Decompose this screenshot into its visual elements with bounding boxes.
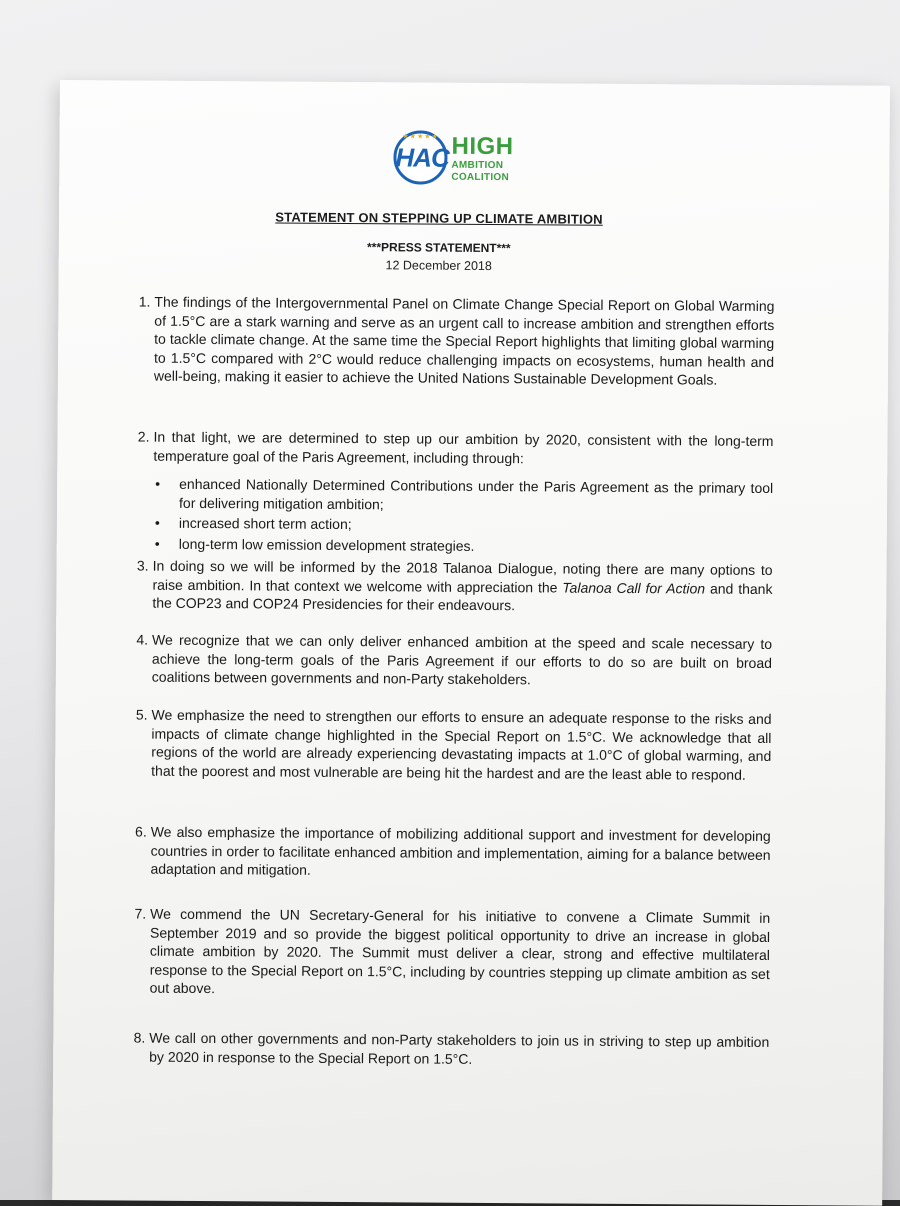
list-item: • enhanced Nationally Determined Contributions under the Paris Agreement as the primary tool for delivering mitigation ambition; bbox=[155, 475, 774, 512]
logo-line-2: AMBITION bbox=[451, 159, 504, 172]
paragraph-5 bbox=[135, 706, 772, 784]
list-item: • increased short term action; bbox=[154, 514, 352, 533]
paragraph-text: and thank the COP23 and COP24 Presidencies for their endeavours. bbox=[152, 580, 773, 614]
paragraph-text: We emphasize the need to strengthen our efforts to ensure an adequate response to the risks and impacts of climate change highlighted in the Special Report on 1.5°C. We acknowledge that all regions of the world are already experiencing devastating impacts at 1.0°C of global warming, and that the poorest and most vulnerable are being hit the hardest and are the least able to respond. bbox=[151, 706, 772, 783]
paragraph-text: In that light, we are determined to step up our ambition by 2020, consistent with the long-term temperature goal of the Paris Agreement, including through: bbox=[153, 428, 774, 466]
paragraph-text: The findings of the Intergovernmental Panel on Climate Change Special Report on Global Warming of 1.5°C are a stark warning and serve as an urgent call to increase ambition and strengthen efforts to tackle climate change. At the same time the Special Report highlights that limiting global warming to 1.5°C compared with 2°C would reduce challenging impacts on ecosystems, human health and well-being, making it easier to achieve the United Nations Sustainable Development Goals. bbox=[153, 293, 775, 388]
paragraph-7 bbox=[134, 905, 771, 1002]
paragraph-6 bbox=[135, 823, 771, 883]
paragraph-number: 6. bbox=[135, 823, 147, 840]
paragraph-number: 2. bbox=[137, 428, 150, 445]
bullet-icon: • bbox=[154, 514, 160, 531]
paragraph-text: We call on other governments and non-Party stakeholders to join us in striving to step up ambition by 2020 in response to the Special Report on 1.5°C. bbox=[149, 1029, 770, 1067]
logo-line-1: HIGH bbox=[451, 132, 514, 161]
paragraph-number: 7. bbox=[134, 905, 147, 922]
logo-abbr: HAC bbox=[395, 142, 449, 173]
paragraph-text: We also emphasize the importance of mobilizing additional support and investment for developing countries in order to facilitate enhanced ambition and implementation, aiming for a balance between adaptation and mitigation. bbox=[150, 823, 771, 878]
logo-line-3: COALITION bbox=[451, 171, 510, 184]
bullet-icon: • bbox=[154, 535, 160, 552]
paragraph-2 bbox=[137, 428, 774, 559]
press-statement-label: ***PRESS STATEMENT*** bbox=[366, 240, 511, 256]
document-date: 12 December 2018 bbox=[385, 258, 492, 274]
paragraph-number: 8. bbox=[133, 1029, 146, 1046]
bullet-icon: • bbox=[155, 475, 161, 492]
paragraph-number: 1. bbox=[138, 293, 151, 310]
document-page bbox=[52, 80, 890, 1206]
paragraph-text: We commend the UN Secretary-General for his initiative to convene a Climate Summit in September 2019 and so provide the biggest political opportunity to drive an increase in global climate ambition by 2020. The Summit must deliver a clear, strong and effective multilateral response to the Special Report on 1.5°C, including by countries stepping up climate ambition as set out above. bbox=[149, 905, 771, 997]
document-title: STATEMENT ON STEPPING UP CLIMATE AMBITION bbox=[275, 209, 603, 227]
paragraph-number: 3. bbox=[136, 557, 149, 574]
paragraph-text: In doing so we will be informed by the 2018 Talanoa Dialogue, noting there are many options to raise ambition. In that context we welcome with appreciation the bbox=[152, 557, 773, 596]
paragraph-4 bbox=[136, 631, 773, 691]
bullet-list bbox=[153, 475, 774, 557]
paragraph-8 bbox=[133, 1029, 770, 1070]
logo-stars-icon: ★★★★★ bbox=[402, 133, 439, 141]
paragraph-number: 4. bbox=[136, 631, 149, 648]
paragraph-emphasis: Talanoa Call for Action bbox=[562, 579, 706, 597]
logo-wordmark bbox=[451, 132, 514, 184]
paragraph-text: We recognize that we can only deliver enhanced ambition at the speed and scale necessary to achieve the long-term goals of the Paris Agreement if our efforts to do so are built on broad coalitions between governments and non-Party stakeholders. bbox=[151, 631, 773, 688]
paragraph-3 bbox=[136, 557, 773, 617]
paragraph-1 bbox=[138, 293, 775, 390]
paragraph-number: 5. bbox=[135, 706, 148, 723]
hac-logo bbox=[393, 130, 523, 193]
list-item: • long-term low emission development strategies. bbox=[154, 535, 475, 554]
